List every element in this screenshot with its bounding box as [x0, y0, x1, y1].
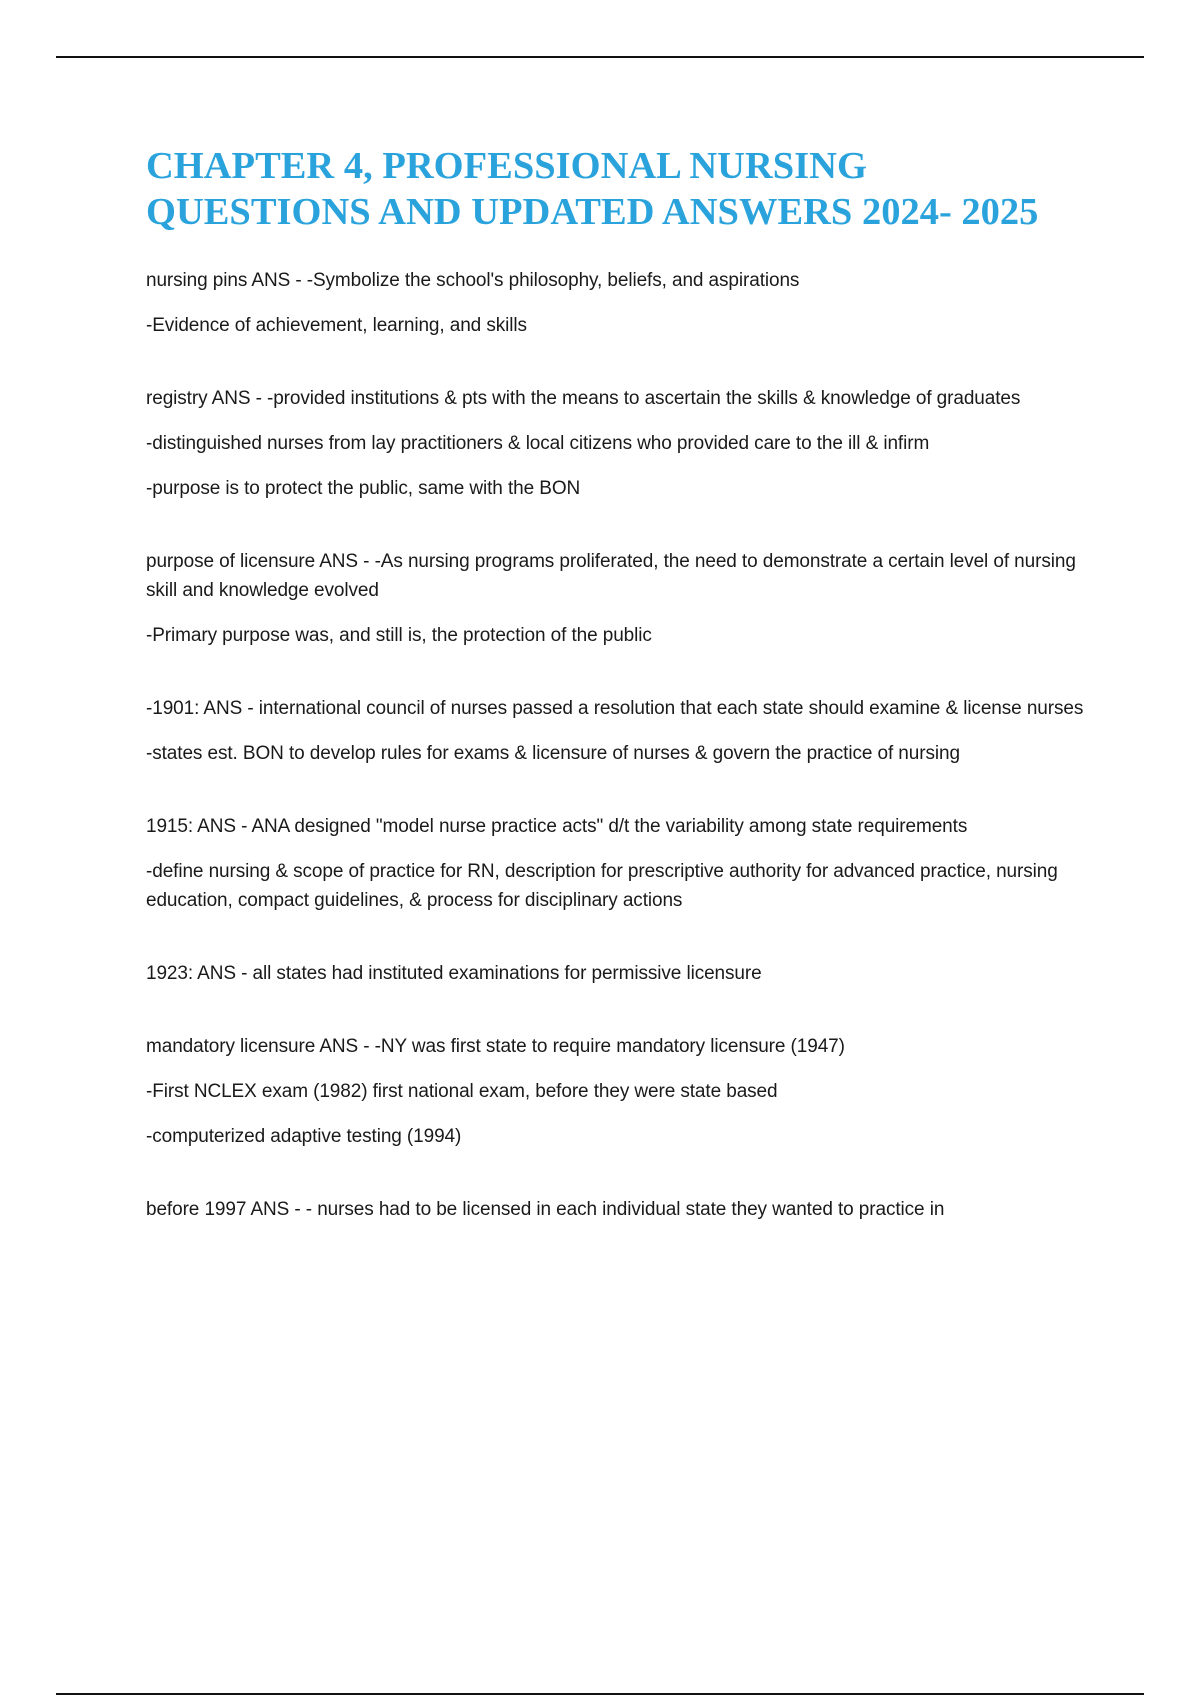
- answer-line: -distinguished nurses from lay practitioners & local citizens who provided care to the ill & infirm: [146, 433, 930, 454]
- qa-entry-1923: [146, 959, 1096, 988]
- answer-line: -Evidence of achievement, learning, and skills: [146, 315, 527, 336]
- answer-line: -1901: ANS - international council of nurses passed a resolution that each state should examine & license nurses: [146, 698, 1084, 719]
- answer-line: -computerized adaptive testing (1994): [146, 1126, 462, 1147]
- answer-line: mandatory licensure ANS - -NY was first state to require mandatory licensure (1947): [146, 1036, 845, 1057]
- top-rule: [56, 56, 1144, 58]
- page-title: [146, 143, 1106, 235]
- answer-line: -First NCLEX exam (1982) first national exam, before they were state based: [146, 1081, 778, 1102]
- answer-line: purpose of licensure ANS - -As nursing programs proliferated, the need to demonstrate a certain level of nursing skill and knowledge evolved: [146, 551, 1076, 601]
- bottom-rule: [56, 1693, 1144, 1695]
- answer-line: 1915: ANS - ANA designed "model nurse practice acts" d/t the variability among state requirements: [146, 816, 968, 837]
- answer-line: registry ANS - -provided institutions & pts with the means to ascertain the skills & knowledge of graduates: [146, 388, 1021, 409]
- qa-entry-registry: [146, 384, 1096, 503]
- title-line-1: CHAPTER 4, PROFESSIONAL NURSING: [146, 145, 867, 187]
- answer-line: -define nursing & scope of practice for RN, description for prescriptive authority for advanced practice, nursing education, compact guidelines, & process for disciplinary actions: [146, 861, 1058, 911]
- answer-line: nursing pins ANS - -Symbolize the school's philosophy, beliefs, and aspirations: [146, 270, 800, 291]
- answer-line: -purpose is to protect the public, same with the BON: [146, 478, 581, 499]
- qa-entry-1915: [146, 812, 1096, 915]
- qa-entry-purpose-of-licensure: [146, 547, 1096, 650]
- qa-entry-nursing-pins: [146, 266, 1096, 340]
- title-line-2: QUESTIONS AND UPDATED ANSWERS 2024- 2025: [146, 191, 1039, 233]
- answer-line: -states est. BON to develop rules for exams & licensure of nurses & govern the practice of nursing: [146, 743, 960, 764]
- answer-line: 1923: ANS - all states had instituted examinations for permissive licensure: [146, 963, 762, 984]
- qa-entry-mandatory-licensure: [146, 1032, 1096, 1151]
- answer-line: before 1997 ANS - - nurses had to be licensed in each individual state they wanted to practice in: [146, 1199, 945, 1220]
- qa-entry-before-1997: [146, 1195, 1096, 1224]
- qa-entry-1901: [146, 694, 1096, 768]
- qa-content: [146, 266, 1096, 1268]
- answer-line: -Primary purpose was, and still is, the protection of the public: [146, 625, 652, 646]
